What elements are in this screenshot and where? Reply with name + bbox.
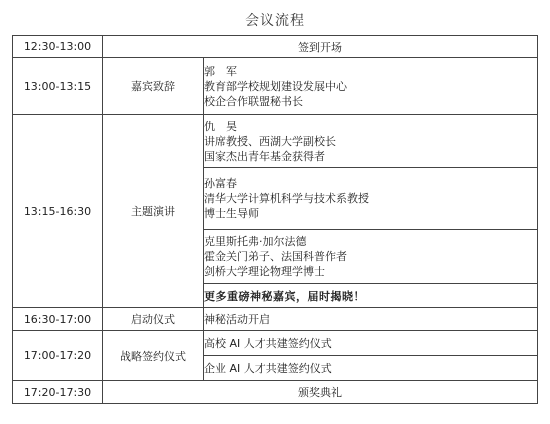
session-detail-cell: 企业 AI 人才共建签约仪式 bbox=[204, 356, 538, 381]
session-type-cell: 战略签约仪式 bbox=[103, 331, 204, 381]
agenda-row-keynote bbox=[13, 115, 538, 168]
speaker-title: 霍金关门弟子、法国科普作者 bbox=[204, 250, 347, 263]
session-detail-cell: 高校 AI 人才共建签约仪式 bbox=[204, 331, 538, 356]
speaker-title: 教育部学校规划建设发展中心 bbox=[204, 79, 347, 93]
agenda-row-welcome bbox=[13, 58, 538, 115]
agenda-table bbox=[12, 35, 538, 404]
speaker-title: 清华大学计算机科学与技术系教授 bbox=[204, 192, 369, 205]
session-type-cell: 启动仪式 bbox=[103, 308, 204, 331]
speaker-info-cell bbox=[204, 168, 538, 230]
time-cell: 13:00-13:15 bbox=[13, 58, 103, 115]
speaker-title: 讲席教授、西湖大学副校长 bbox=[204, 134, 336, 148]
agenda-row-signing bbox=[13, 331, 538, 356]
time-cell: 12:30-13:00 bbox=[13, 36, 103, 58]
agenda-row-launch bbox=[13, 308, 538, 331]
session-cell: 颁奖典礼 bbox=[103, 381, 538, 404]
agenda-title: 会议流程 bbox=[245, 13, 305, 29]
speaker-info-cell bbox=[204, 58, 538, 115]
session-type-cell: 嘉宾致辞 bbox=[103, 58, 204, 115]
session-type-cell: 主题演讲 bbox=[103, 115, 204, 308]
time-cell: 13:15-16:30 bbox=[13, 115, 103, 308]
session-cell: 签到开场 bbox=[103, 36, 538, 58]
agenda-row-checkin bbox=[13, 36, 538, 58]
agenda-row-awards bbox=[13, 381, 538, 404]
time-cell: 17:20-17:30 bbox=[13, 381, 103, 404]
speaker-name: 郭 军 bbox=[204, 64, 237, 78]
time-cell: 17:00-17:20 bbox=[13, 331, 103, 381]
speaker-name: 孙富春 bbox=[204, 177, 237, 190]
session-detail-cell: 神秘活动开启 bbox=[204, 308, 538, 331]
speaker-info-cell bbox=[204, 230, 538, 284]
time-cell: 16:30-17:00 bbox=[13, 308, 103, 331]
speaker-title: 校企合作联盟秘书长 bbox=[204, 94, 303, 108]
speaker-title: 国家杰出青年基金获得者 bbox=[204, 149, 325, 163]
speaker-name: 克里斯托弗·加尔法德 bbox=[204, 235, 307, 248]
speaker-title: 博士生导师 bbox=[204, 207, 259, 220]
speaker-title: 剑桥大学理论物理学博士 bbox=[204, 265, 325, 278]
speaker-name: 仇 昊 bbox=[204, 119, 237, 133]
speaker-info-cell bbox=[204, 115, 538, 168]
mystery-guest-teaser: 更多重磅神秘嘉宾，届时揭晓！ bbox=[204, 284, 538, 308]
